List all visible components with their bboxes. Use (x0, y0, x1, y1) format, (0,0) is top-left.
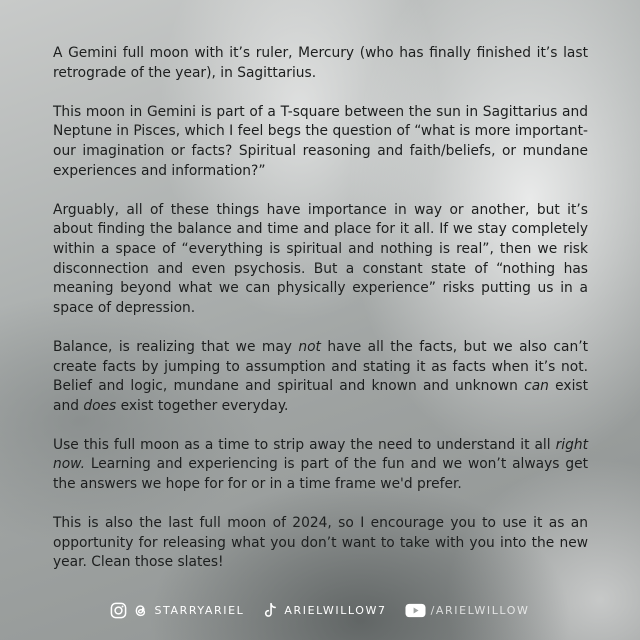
youtube-icon[interactable] (405, 602, 426, 619)
emphasis-can: can (524, 378, 549, 395)
paragraph-5-text-2: Learning and experiencing is part of the fun and we won’t always get the answers we hope for for or in a time frame we'd prefer. (53, 456, 588, 493)
social-footer (0, 602, 640, 619)
tiktok-handle-label: ARIELWILLOW7 (284, 604, 387, 617)
paragraph-4-text-1: Balance, is realizing that we may (53, 338, 299, 355)
post-body (53, 44, 588, 593)
paragraph-4 (53, 338, 588, 416)
paragraph-4-text-4: exist together everyday. (116, 397, 289, 414)
youtube-handle-label: /ARIELWILLOW (430, 604, 530, 617)
emphasis-right-now: right now. (53, 436, 588, 473)
emphasis-does: does (83, 397, 117, 414)
paragraph-4-text-2: have all the facts, but we also can’t create facts by jumping to assumption and stating it as facts when it’s not. Belief and logic, mundane and spiritual and known and unknown (53, 338, 588, 395)
youtube-handle[interactable] (405, 602, 530, 619)
paragraph-2: This moon in Gemini is part of a T-square between the sun in Sagittarius and Neptune in Pisces, which I feel begs the question of “what is more important- our imagination or facts? Spiritual reasoning and faith/beliefs, or mundane experiences and information?” (53, 103, 588, 179)
paragraph-5 (53, 436, 588, 495)
paragraph-5-text-1: Use this full moon as a time to strip away the need to understand it all (53, 436, 556, 453)
paragraph-1: A Gemini full moon with it’s ruler, Mercury (who has finally finished it’s last retrograde of the year), in Sagittarius. (53, 45, 588, 81)
paragraph-6: This is also the last full moon of 2024, so I encourage you to use it as an opportunity for releasing what you don’t want to take with you into the new year. Clean those slates! (53, 515, 588, 571)
paragraph-3: Arguably, all of these things have importance in way or another, but it’s about finding the balance and time and place for it all. If we stay completely within a space of “everything is spiritual and nothing is real”, then we risk disconnection and even psychosis. But a constant state of “nothing has meaning beyond what we can physically experience” risks putting us in a space of depression. (53, 201, 588, 316)
tiktok-handle[interactable] (262, 602, 386, 619)
emphasis-not: not (298, 338, 321, 355)
instagram-threads-handle[interactable] (110, 602, 244, 619)
paragraph-4-text-3: exist and (53, 378, 588, 414)
threads-icon[interactable] (132, 602, 149, 619)
instagram-handle-label: STARRYARIEL (154, 604, 245, 617)
tiktok-icon[interactable] (262, 602, 279, 619)
instagram-icon[interactable] (110, 602, 127, 619)
